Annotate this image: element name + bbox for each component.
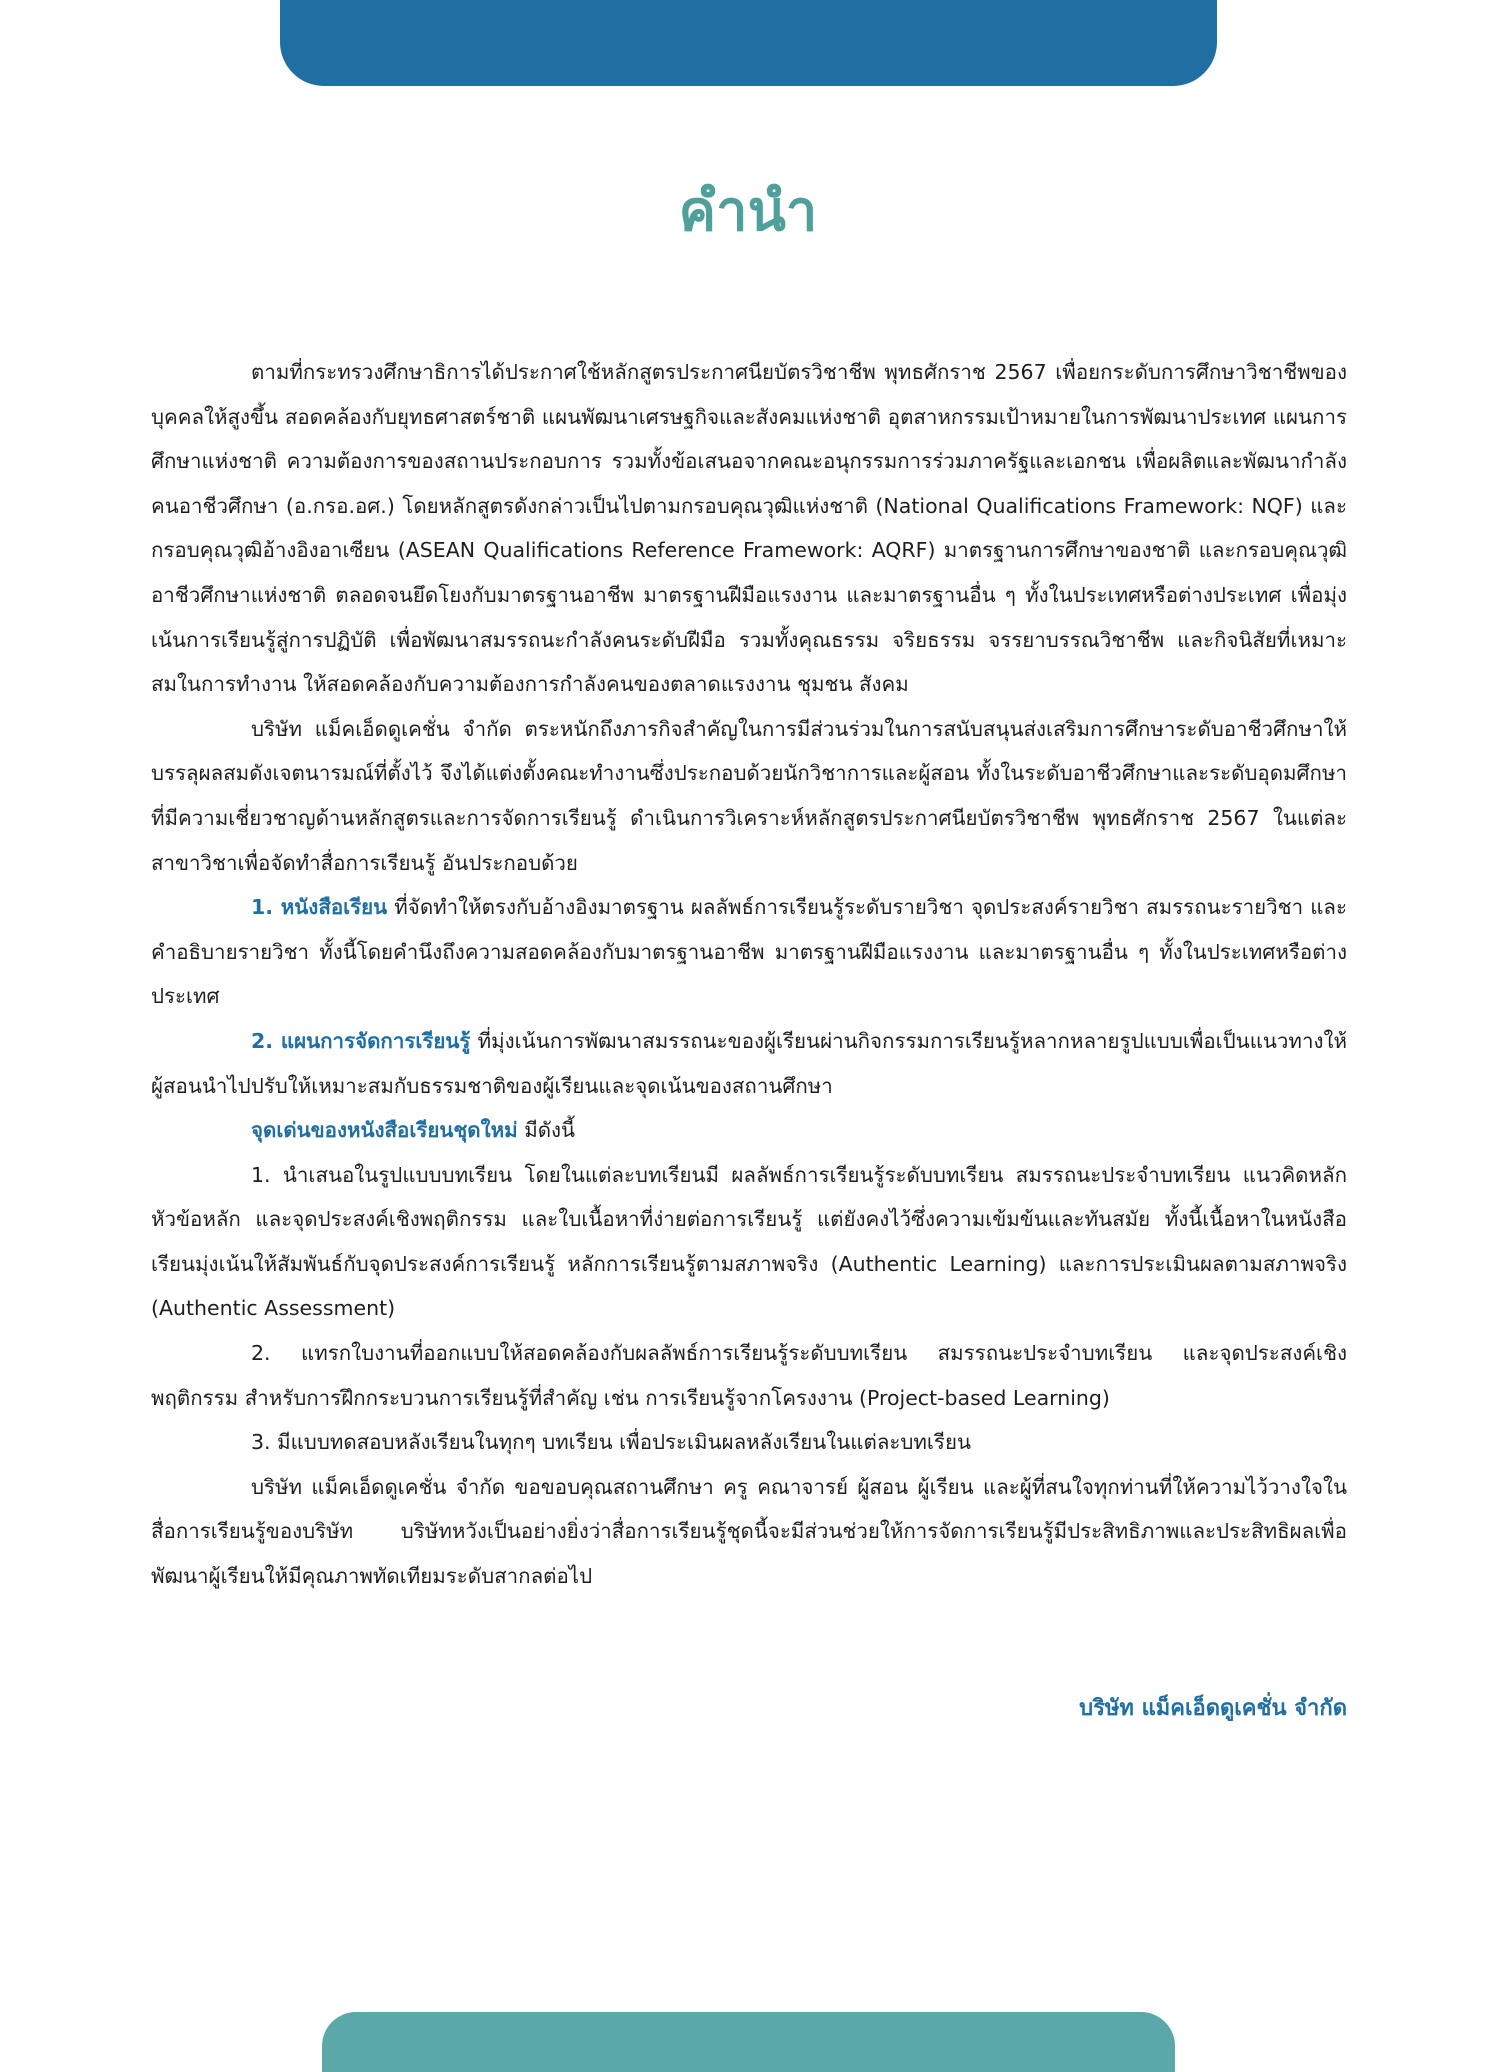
list-item-lesson-plan-label: 2. แผนการจัดการเรียนรู้ (251, 1028, 471, 1053)
thanks-paragraph: บริษัท แม็คเอ็ดดูเคชั่น จำกัด ขอขอบคุณสถานศึกษา ครู คณาจารย์ ผู้สอน ผู้เรียน และผู้ที่สนใจทุกท่านที่ให้ความไว้วางใจในสื่อการเรียนรู้ของบริษัท บริษัทหวังเป็นอย่างยิ่งว่าสื่อการเรียนรู้ชุดนี้จะมีส่วนช่วยให้การจัดการเรียนรู้มีประสิทธิภาพและประสิทธิผลเพื่อพัฒนาผู้เรียนให้มีคุณภาพทัดเทียมระดับสากลต่อไป (151, 1474, 1347, 1589)
preface-body (151, 350, 1347, 1599)
feature-item-2: 2. แทรกใบงานที่ออกแบบให้สอดคล้องกับผลลัพธ์การเรียนรู้ระดับบทเรียน สมรรถนะประจำบทเรียน และจุดประสงค์เชิงพฤติกรรม สำหรับการฝึกกระบวนการเรียนรู้ที่สำคัญ เช่น การเรียนรู้จากโครงงาน (Project-based Learning) (151, 1341, 1347, 1410)
list-item-textbook (151, 885, 1347, 1019)
feature-item-3: 3. มีแบบทดสอบหลังเรียนในทุกๆ บทเรียน เพื่อประเมินผลหลังเรียนในแต่ละบทเรียน (251, 1430, 971, 1455)
signature: บริษัท แม็คเอ็ดดูเคชั่น จำกัด (1079, 1696, 1347, 1721)
list-item-lesson-plan-text: ที่มุ่งเน้นการพัฒนาสมรรถนะของผู้เรียนผ่านกิจกรรมการเรียนรู้หลากหลายรูปแบบเพื่อเป็นแนวทางให้ผู้สอนนำไปปรับให้เหมาะสมกับธรรมชาติของผู้เรียนและจุดเน้นของสถานศึกษา (151, 1028, 1347, 1098)
list-item-textbook-label: 1. หนังสือเรียน (251, 895, 388, 920)
page-title: คำนำ (678, 179, 818, 244)
company-mission-paragraph: บริษัท แม็คเอ็ดดูเคชั่น จำกัด ตระหนักถึงภารกิจสำคัญในการมีส่วนร่วมในการสนับสนุนส่งเสริมการศึกษาระดับอาชีวศึกษาให้บรรลุผลสมดังเจตนารมณ์ที่ตั้งไว้ จึงได้แต่งตั้งคณะทำงานซึ่งประกอบด้วยนักวิชาการและผู้สอน ทั้งในระดับอาชีวศึกษาและระดับอุดมศึกษาที่มีความเชี่ยวชาญด้านหลักสูตรและการจัดการเรียนรู้ ดำเนินการวิเคราะห์หลักสูตรประกาศนียบัตรวิชาชีพ พุทธศักราช 2567 ในแต่ละสาขาวิชาเพื่อจัดทำสื่อการเรียนรู้ อันประกอบด้วย (151, 716, 1347, 875)
features-heading-text: มีดังนี้ (517, 1118, 576, 1143)
feature-item-1: 1. นำเสนอในรูปแบบบทเรียน โดยในแต่ละบทเรียนมี ผลลัพธ์การเรียนรู้ระดับบทเรียน สมรรถนะประจำบทเรียน แนวคิดหลัก หัวข้อหลัก และจุดประสงค์เชิงพฤติกรรม และใบเนื้อหาที่ง่ายต่อการเรียนรู้ แต่ยังคงไว้ซึ่งความเข้มข้นและทันสมัย ทั้งนี้เนื้อหาในหนังสือเรียนมุ่งเน้นให้สัมพันธ์กับจุดประสงค์การเรียนรู้ หลักการเรียนรู้ตามสภาพจริง (Authentic Learning) และการประเมินผลตามสภาพจริง (Authentic Assessment) (151, 1162, 1347, 1321)
features-heading (151, 1108, 1347, 1153)
list-item-textbook-text: ที่จัดทำให้ตรงกับอ้างอิงมาตรฐาน ผลลัพธ์การเรียนรู้ระดับรายวิชา จุดประสงค์รายวิชา สมรรถนะรายวิชา และคำอธิบายรายวิชา ทั้งนี้โดยคำนึงถึงความสอดคล้องกับมาตรฐานอาชีพ มาตรฐานฝีมือแรงงาน และมาตรฐานอื่น ๆ ทั้งในประเทศหรือต่างประเทศ (151, 895, 1347, 1009)
features-heading-label: จุดเด่นของหนังสือเรียนชุดใหม่ (251, 1118, 518, 1143)
header-decor-tab (280, 0, 1217, 86)
footer-decor-tab (322, 2012, 1175, 2072)
list-item-lesson-plan (151, 1019, 1347, 1108)
intro-paragraph: ตามที่กระทรวงศึกษาธิการได้ประกาศใช้หลักสูตรประกาศนียบัตรวิชาชีพ พุทธศักราช 2567 เพื่อยกระดับการศึกษาวิชาชีพของบุคคลให้สูงขึ้น สอดคล้องกับยุทธศาสตร์ชาติ แผนพัฒนาเศรษฐกิจและสังคมแห่งชาติ อุตสาหกรรมเป้าหมายในการพัฒนาประเทศ แผนการศึกษาแห่งชาติ ความต้องการของสถานประกอบการ รวมทั้งข้อเสนอจากคณะอนุกรรมการร่วมภาครัฐและเอกชน เพื่อผลิตและพัฒนากำลังคนอาชีวศึกษา (อ.กรอ.อศ.) โดยหลักสูตรดังกล่าวเป็นไปตามกรอบคุณวุฒิแห่งชาติ (National Qualifications Framework: NQF) และกรอบคุณวุฒิอ้างอิงอาเซียน (ASEAN Qualifications Reference Framework: AQRF) มาตรฐานการศึกษาของชาติ และกรอบคุณวุฒิอาชีวศึกษาแห่งชาติ ตลอดจนยึดโยงกับมาตรฐานอาชีพ มาตรฐานฝีมือแรงงาน และมาตรฐานอื่น ๆ ทั้งในประเทศหรือต่างประเทศ เพื่อมุ่งเน้นการเรียนรู้สู่การปฏิบัติ เพื่อพัฒนาสมรรถนะกำลังคนระดับฝีมือ รวมทั้งคุณธรรม จริยธรรม จรรยาบรรณวิชาชีพ และกิจนิสัยที่เหมาะสมในการทำงาน ให้สอดคล้องกับความต้องการกำลังคนของตลาดแรงงาน ชุมชน สังคม (151, 360, 1347, 697)
